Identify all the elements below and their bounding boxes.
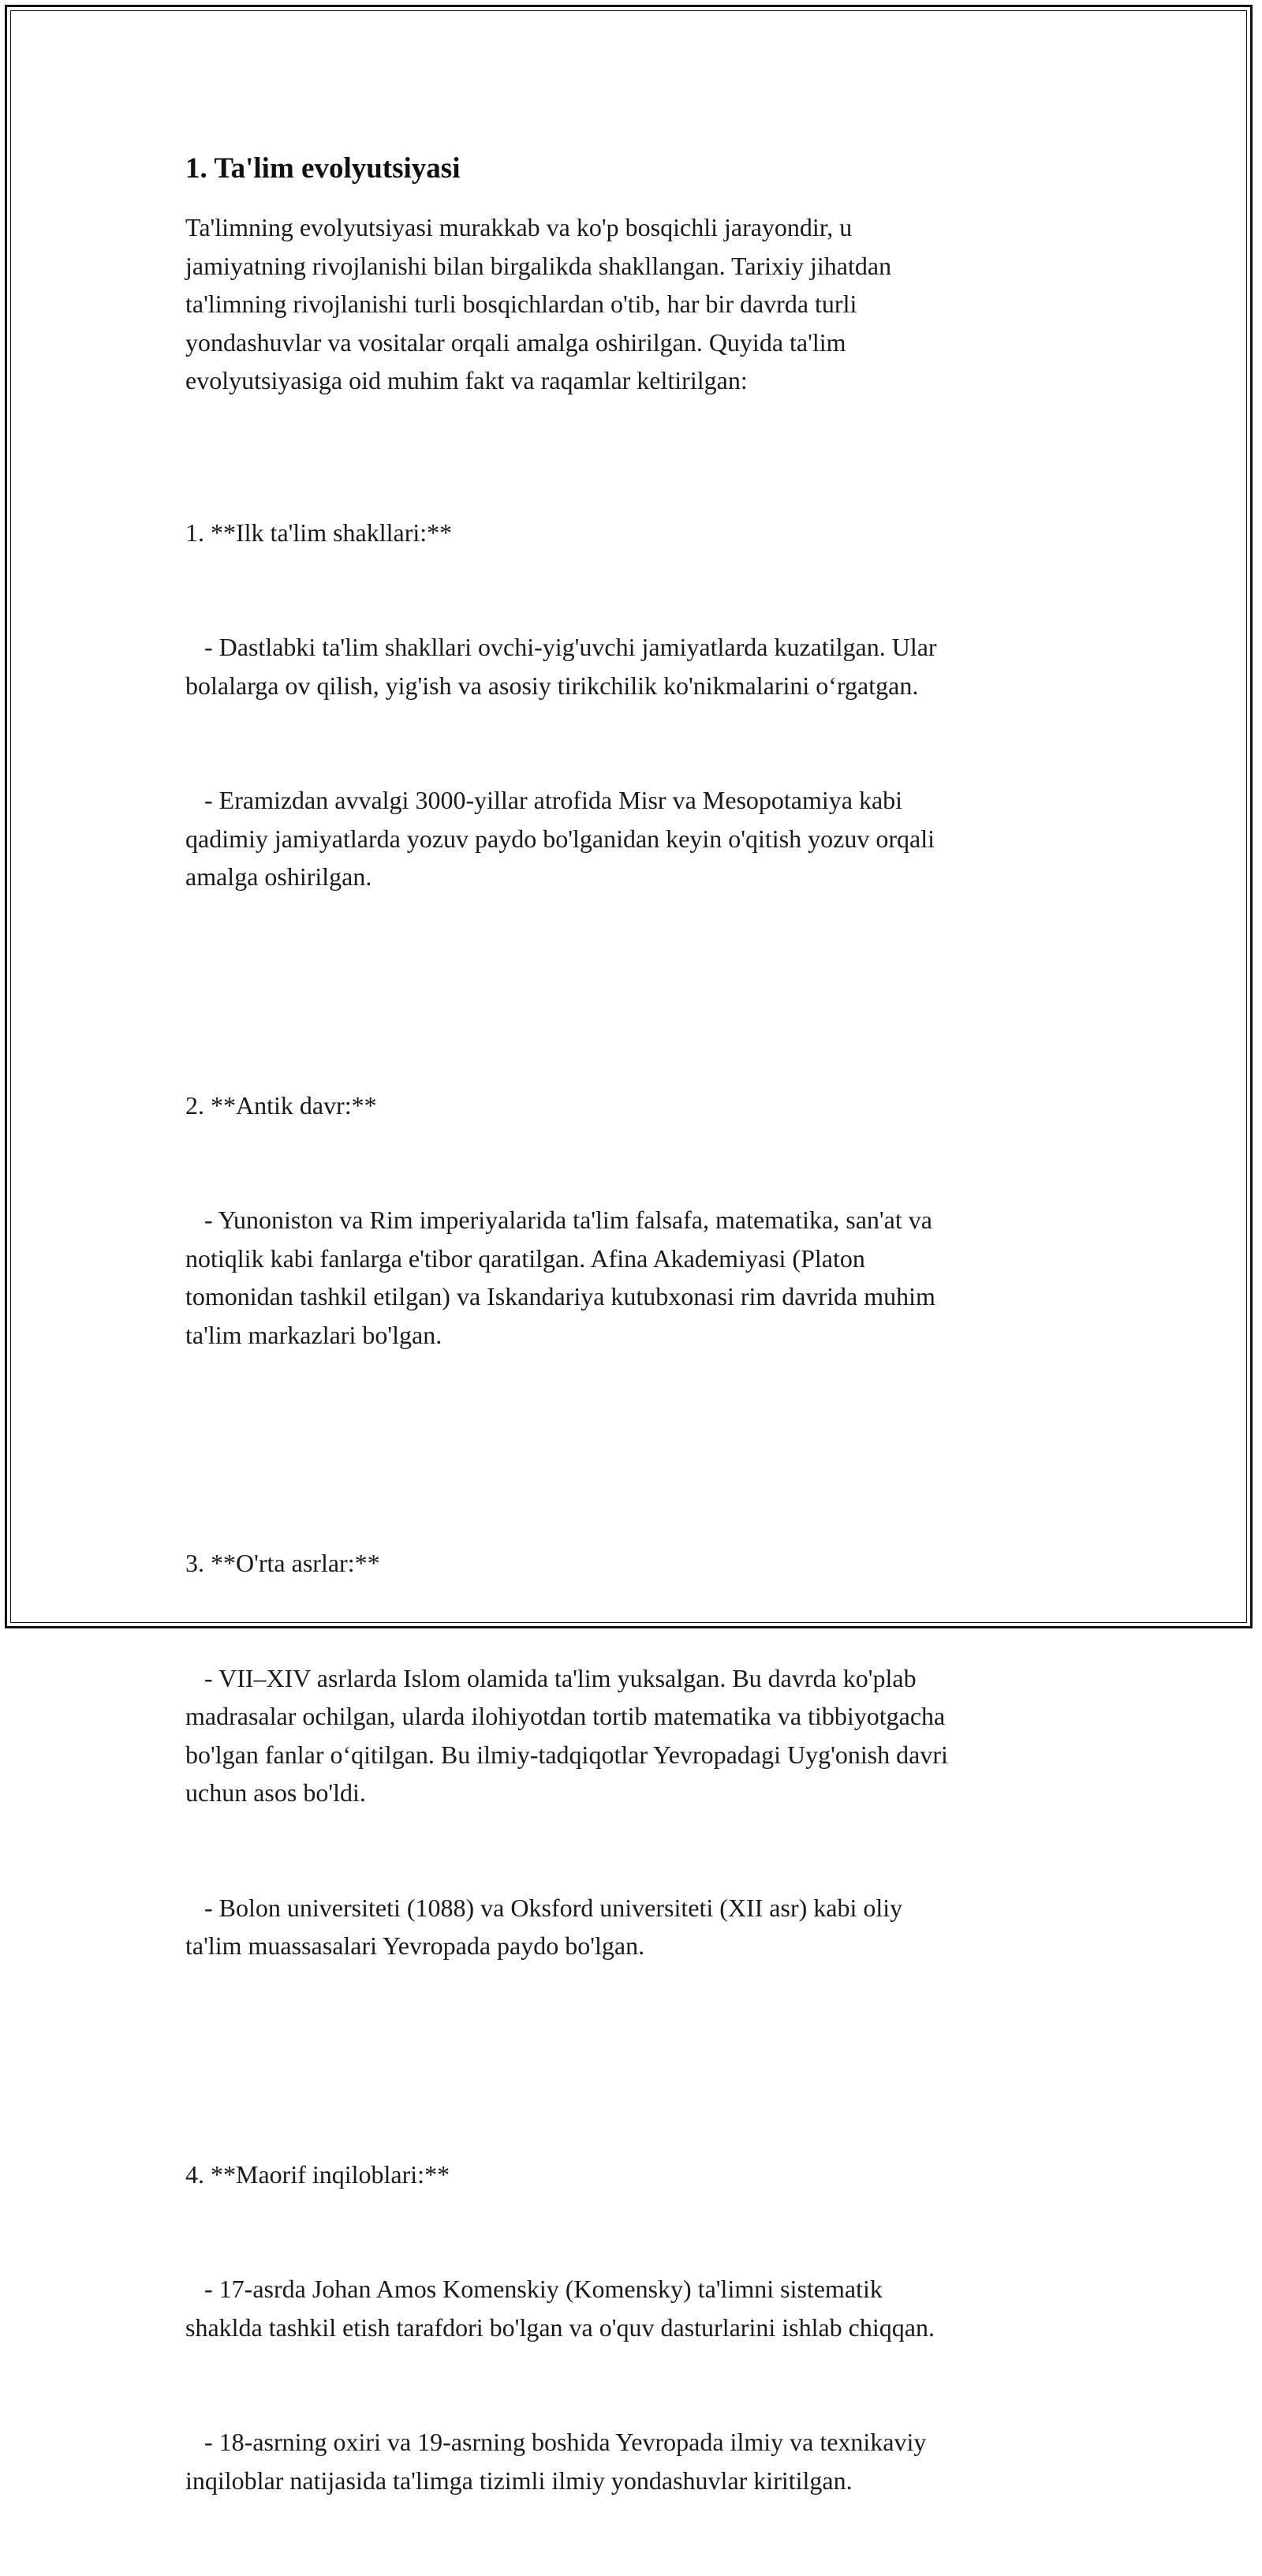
section-heading: 4. **Maorif inqiloblari:**: [185, 2155, 1077, 2194]
bullet-item: - Yunoniston va Rim imperiyalarida ta'lim falsafa, matematika, san'at va notiqlik kabi fanlarga e'tibor qaratilgan. Afina Akademiyasi (Platon tomonidan tashkil etilgan) va Iskandariya kutubxonasi rim davrida muhim ta'lim markazlari bo'lgan.: [185, 1201, 1077, 1354]
bullet-item: - Dastlabki ta'lim shakllari ovchi-yig'uvchi jamiyatlarda kuzatilgan. Ular bolalarga ov qilish, yig'ish va asosiy tirikchilik ko'nikmalarini o‘rgatgan.: [185, 628, 1077, 705]
section-heading: 2. **Antik davr:**: [185, 1086, 1077, 1125]
bullet-item: - Bolon universiteti (1088) va Oksford universiteti (XII asr) kabi oliy ta'lim muassasalari Yevropada paydo bo'lgan.: [185, 1889, 1077, 1965]
intro-paragraph: Ta'limning evolyutsiyasi murakkab va ko'p bosqichli jarayondir, u jamiyatning rivojlanishi bilan birgalikda shakllangan. Tarixiy jihatdan ta'limning rivojlanishi turli bosqichlardan o'tib, har bir davrda turli yondashuvlar va vositalar orqali amalga oshirilgan. Quyida ta'lim evolyutsiyasiga oid muhim fakt va raqamlar keltirilgan:: [185, 208, 1077, 400]
section-2: [185, 1010, 1077, 1431]
section-heading: 3. **O'rta asrlar:**: [185, 1544, 1077, 1583]
document-body: [185, 147, 1077, 2576]
section-4: [185, 2079, 1077, 2576]
bullet-item: - VII–XIV asrlarda Islom olamida ta'lim yuksalgan. Bu davrda ko'plab madrasalar ochilgan, ularda ilohiyotdan tortib matematika va tibbiyotgacha bo'lgan fanlar o‘qitilgan. Bu ilmiy-tadqiqotlar Yevropadagi Uyg'onish davri uchun asos bo'ldi.: [185, 1659, 1077, 1812]
bullet-item: - Eramizdan avvalgi 3000-yillar atrofida Misr va Mesopotamiya kabi qadimiy jamiyatlarda yozuv paydo bo'lganidan keyin o'qitish yozuv orqali amalga oshirilgan.: [185, 781, 1077, 896]
bullet-item: - 18-asrning oxiri va 19-asrning boshida Yevropada ilmiy va texnikaviy inqiloblar natijasida ta'limga tizimli ilmiy yondashuvlar kiritilgan.: [185, 2423, 1077, 2499]
bullet-item: - 17-asrda Johan Amos Komenskiy (Komensky) ta'limni sistematik shaklda tashkil etish tarafdori bo'lgan va o'quv dasturlarini ishlab chiqqan.: [185, 2270, 1077, 2346]
section-3: [185, 1467, 1077, 2042]
section-heading: 1. **Ilk ta'lim shakllari:**: [185, 514, 1077, 552]
page-title: 1. Ta'lim evolyutsiyasi: [185, 147, 1077, 191]
section-1: [185, 437, 1077, 973]
